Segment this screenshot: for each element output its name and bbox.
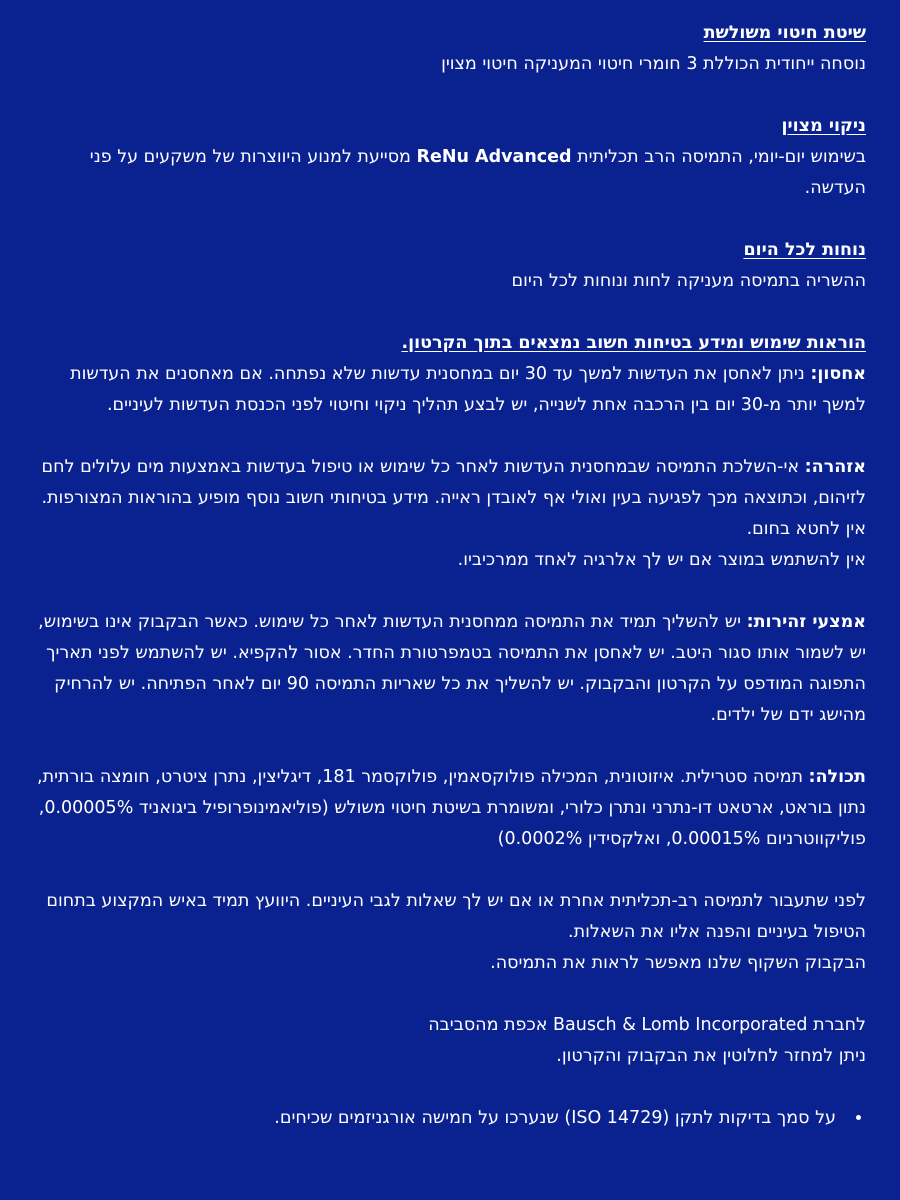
text-clear-bottle: הבקבוק השקוף שלנו מאפשר לראות את התמיסה. [490, 953, 866, 973]
storage-text: ניתן לאחסן את העדשות למשך עד 30 יום במחסנית עדשות שלא נפתחה. אם מאחסנים את העדשות למשך יותר מ-30 יום בין הרכבה אחת לשנייה, יש לבצע תהליך ניקוי וחיטוי לפני הכנסת העדשות לעיניים. [70, 364, 866, 415]
section-instructions [34, 328, 866, 421]
spacer [34, 979, 866, 1010]
text-composition [34, 762, 866, 855]
warning-label: אזהרה: [804, 457, 866, 477]
section-company [34, 1010, 866, 1072]
heading-comfort: נוחות לכל היום [743, 240, 866, 260]
spacer [34, 204, 866, 235]
composition-label: תכולה: [808, 767, 866, 787]
warning-no-heat: אין לחטא בחום. [746, 519, 866, 539]
section-consult [34, 886, 866, 979]
text-cleaning [34, 142, 866, 204]
section-warning [34, 452, 866, 576]
text-company-environment: לחברת Bausch & Lomb Incorporated אכפת מהסביבה [428, 1015, 866, 1035]
section-comfort [34, 235, 866, 297]
section-precautions [34, 607, 866, 731]
spacer [34, 421, 866, 452]
heading-instructions: הוראות שימוש ומידע בטיחות חשוב נמצאים בתוך הקרטון. [401, 333, 866, 353]
section-composition [34, 762, 866, 855]
footnote-list [34, 1103, 866, 1134]
spacer [34, 731, 866, 762]
spacer [34, 576, 866, 607]
heading-triple-disinfection: שיטת חיטוי משולשת [703, 23, 866, 43]
spacer [34, 80, 866, 111]
spacer [34, 297, 866, 328]
cleaning-text-after: מסייעת למנוע היווצרות של משקעים על פני העדשה. [89, 147, 866, 198]
product-info-page [34, 18, 866, 1134]
brand-name: ReNu Advanced [416, 147, 572, 167]
section-cleaning [34, 111, 866, 204]
heading-cleaning: ניקוי מצוין [781, 116, 866, 136]
composition-text: תמיסה סטרילית. איזוטונית, המכילה פולוקסאמין, פולוקסמר 181, דיגליצין, נתרן ציטרט, חומצה בורתית, נתון בוראט, ארטאט דו-נתרני ונתרן כלורי, ומשומרת בשיטת חיטוי משולש (פוליאמינופרופיל ביגואניד 0.00005%, פוליקווטרניום 0.00015%, ואלקסידין 0.0002%) [37, 767, 866, 849]
text-comfort: ההשריה בתמיסה מעניקה לחות ונוחות לכל היום [511, 271, 866, 291]
text-storage [34, 359, 866, 421]
warning-allergy: אין להשתמש במוצר אם יש לך אלרגיה לאחד ממרכיביו. [457, 550, 866, 570]
precautions-label: אמצעי זהירות: [746, 612, 866, 632]
storage-label: אחסון: [810, 364, 866, 384]
spacer [34, 855, 866, 886]
text-triple-disinfection: נוסחה ייחודית הכוללת 3 חומרי חיטוי המעניקה חיטוי מצוין [441, 54, 866, 74]
spacer [34, 1072, 866, 1103]
cleaning-text-before: בשימוש יום-יומי, התמיסה הרב תכליתית [571, 147, 866, 167]
text-warning [34, 452, 866, 514]
warning-text: אי-השלכת התמיסה שבמחסנית העדשות לאחר כל שימוש או טיפול בעדשות באמצעות מים עלולים לחם לזיהום, וכתוצאה מכך לפגיעה בעין ואולי אף לאובדן ראייה. מידע בטיחותי חשוב נוסף מופיע בהוראות המצורפות. [41, 457, 866, 508]
footnote-item: • על סמך בדיקות לתקן (ISO 14729) שנערכו על חמישה אורגניזמים שכיחים. [34, 1103, 844, 1134]
text-precautions [34, 607, 866, 731]
text-recyclable: ניתן למחזר לחלוטין את הבקבוק והקרטון. [556, 1046, 866, 1066]
section-triple-disinfection [34, 18, 866, 80]
text-consult: לפני שתעבור לתמיסה רב-תכליתית אחרת או אם יש לך שאלות לגבי העיניים. היוועץ תמיד באיש המקצוע בתחום הטיפול בעיניים והפנה אליו את השאלות. [46, 891, 866, 942]
precautions-text: יש להשליך תמיד את התמיסה ממחסנית העדשות לאחר כל שימוש. כאשר הבקבוק אינו בשימוש, יש לשמור אותו סגור היטב. יש לאחסן את התמיסה בטמפרטורת החדר. אסור להקפיא. יש להשתמש לפני תאריך התפוגה המודפס על הקרטון והבקבוק. יש להשליך את כל שאריות התמיסה 90 יום לאחר הפתיחה. יש להרחיק מהישג ידם של ילדים. [38, 612, 866, 725]
